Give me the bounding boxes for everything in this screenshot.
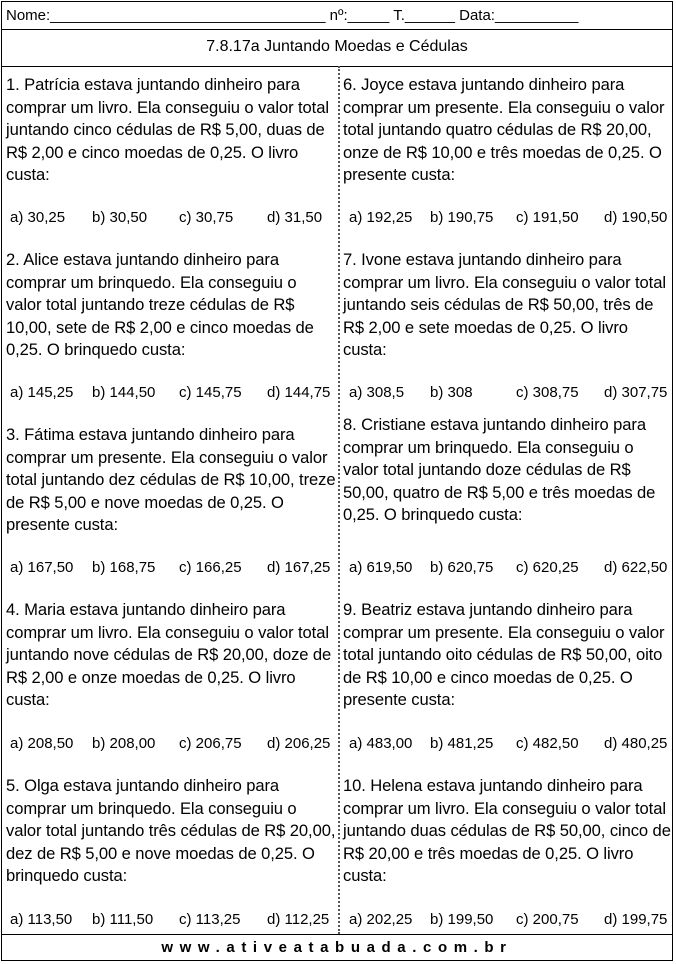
question-8: 8. Cristiane estava juntando dinheiro para comprar um brinquedo. Ela conseguiu o valor total juntando doze cédulas de R$ 50,00, quatro de R$ 5,00 e três moedas de 0,25. O brinquedo custa:	[343, 415, 656, 524]
answer-options-1	[2, 207, 338, 229]
option-b: b) 111,50	[92, 911, 154, 928]
answer-options-8	[339, 557, 675, 579]
worksheet-title: 7.8.17a Juntando Moedas e Cédulas	[2, 29, 672, 67]
option-c: c) 308,75	[516, 384, 579, 401]
option-a: a) 202,25	[349, 911, 413, 928]
question-10: 10. Helena estava juntando dinheiro para comprar um livro. Ela conseguiu o valor total juntando duas cédulas de R$ 50,00, cinco de R$ 20,00 e três moedas de 0,25. O livro custa:	[343, 776, 671, 885]
answer-options-10	[339, 909, 675, 931]
answer-options-3	[2, 557, 338, 579]
student-info-line: Nome:_________________________________ nº:_____ T.______ Data:__________	[6, 7, 579, 24]
option-b: b) 144,50	[92, 384, 156, 401]
question-9: 9. Beatriz estava juntando dinheiro para comprar um presente. Ela conseguiu o valor total juntando oito cédulas de R$ 50,00, oito de R$ 10,00 e cinco moedas de 0,25. O presente custa:	[343, 600, 665, 709]
option-a: a) 619,50	[349, 559, 413, 576]
option-a: a) 30,25	[10, 209, 66, 226]
answer-options-2	[2, 382, 338, 404]
website-footer: www.ativeatabuada.com.br	[2, 934, 672, 960]
option-d: d) 112,25	[267, 911, 330, 928]
option-d: d) 31,50	[267, 209, 323, 226]
answer-options-4	[2, 733, 338, 755]
option-d: d) 190,50	[604, 209, 668, 226]
option-c: c) 113,25	[179, 911, 241, 928]
answer-options-6	[339, 207, 675, 229]
question-2: 2. Alice estava juntando dinheiro para comprar um brinquedo. Ela conseguiu o valor total juntando treze cédulas de R$ 10,00, sete de R$ 2,00 e cinco moedas de 0,25. O brinquedo custa:	[6, 250, 314, 359]
option-b: b) 308	[430, 384, 473, 401]
option-a: a) 208,50	[10, 735, 74, 752]
option-b: b) 30,50	[92, 209, 148, 226]
option-d: d) 480,25	[604, 735, 668, 752]
option-a: a) 113,50	[10, 911, 73, 928]
option-b: b) 199,50	[430, 911, 494, 928]
student-info-header	[2, 2, 672, 30]
option-c: c) 620,25	[516, 559, 579, 576]
option-b: b) 481,25	[430, 735, 494, 752]
option-d: d) 307,75	[604, 384, 668, 401]
option-d: d) 144,75	[267, 384, 331, 401]
option-d: d) 206,25	[267, 735, 331, 752]
question-6: 6. Joyce estava juntando dinheiro para comprar um presente. Ela conseguiu o valor total juntando quatro cédulas de R$ 20,00, onze de R$ 10,00 e três moedas de 0,25. O presente custa:	[343, 75, 665, 184]
question-7: 7. Ivone estava juntando dinheiro para comprar um livro. Ela conseguiu o valor total juntando seis cédulas de R$ 50,00, três de R$ 2,00 e sete moedas de 0,25. O livro custa:	[343, 250, 666, 359]
answer-options-5	[2, 909, 338, 931]
answer-options-9	[339, 733, 675, 755]
option-c: c) 30,75	[179, 209, 234, 226]
option-c: c) 166,25	[179, 559, 242, 576]
option-c: c) 145,75	[179, 384, 242, 401]
column-divider	[338, 66, 340, 934]
option-a: a) 308,5	[349, 384, 405, 401]
question-5: 5. Olga estava juntando dinheiro para comprar um brinquedo. Ela conseguiu o valor total juntando três cédulas de R$ 20,00, dez de R$ 5,00 e nove moedas de 0,25. O brinquedo custa:	[6, 776, 336, 885]
option-a: a) 192,25	[349, 209, 413, 226]
option-c: c) 191,50	[516, 209, 579, 226]
option-d: d) 622,50	[604, 559, 668, 576]
option-b: b) 620,75	[430, 559, 494, 576]
option-d: d) 167,25	[267, 559, 331, 576]
question-4: 4. Maria estava juntando dinheiro para comprar um livro. Ela conseguiu o valor total juntando nove cédulas de R$ 20,00, doze de R$ 2,00 e onze moedas de 0,25. O livro custa:	[6, 600, 332, 709]
option-b: b) 190,75	[430, 209, 494, 226]
option-b: b) 208,00	[92, 735, 156, 752]
worksheet	[1, 1, 673, 961]
option-a: a) 145,25	[10, 384, 74, 401]
option-b: b) 168,75	[92, 559, 156, 576]
option-a: a) 167,50	[10, 559, 74, 576]
option-c: c) 482,50	[516, 735, 579, 752]
question-3: 3. Fátima estava juntando dinheiro para comprar um presente. Ela conseguiu o valor total juntando dez cédulas de R$ 10,00, treze de R$ 5,00 e nove moedas de 0,25. O presente custa:	[6, 425, 336, 534]
answer-options-7	[339, 382, 675, 404]
option-c: c) 200,75	[516, 911, 579, 928]
option-a: a) 483,00	[349, 735, 413, 752]
option-c: c) 206,75	[179, 735, 242, 752]
question-1: 1. Patrícia estava juntando dinheiro para comprar um livro. Ela conseguiu o valor total juntando cinco cédulas de R$ 5,00, duas de R$ 2,00 e cinco moedas de 0,25. O livro custa:	[6, 75, 329, 184]
option-d: d) 199,75	[604, 911, 668, 928]
